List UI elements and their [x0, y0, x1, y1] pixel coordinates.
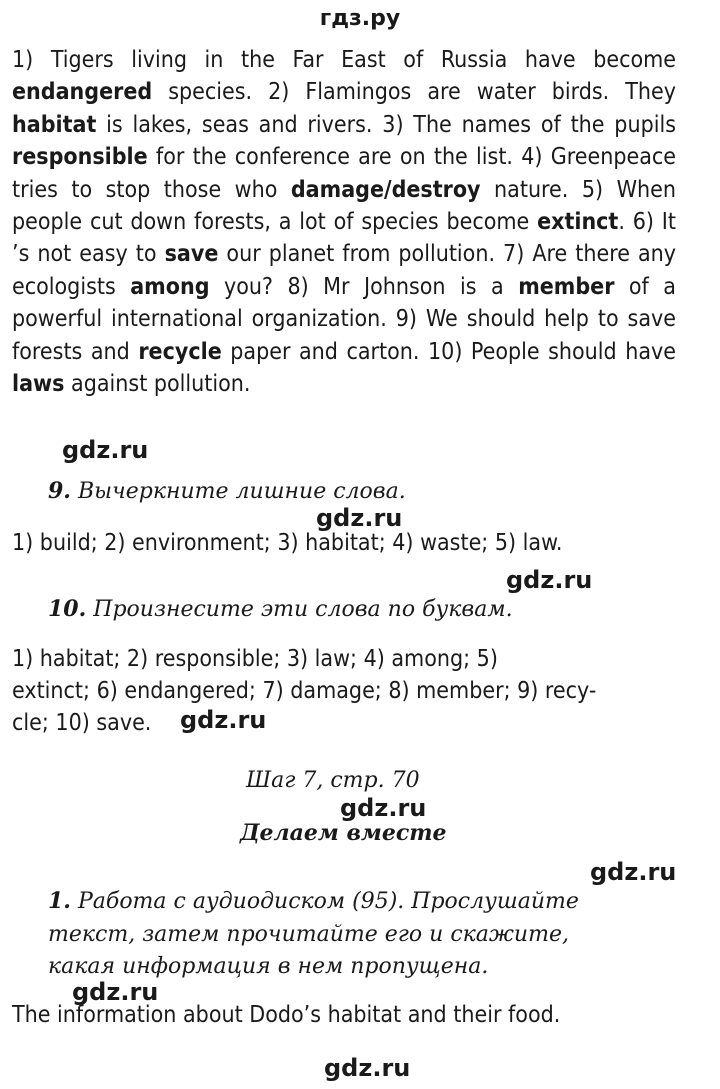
- task-9-answer: 1) build; 2) environment; 3) habitat; 4) waste; 5) law.: [12, 530, 563, 556]
- sentence-text: paper and carton. 10) People should have: [221, 338, 676, 365]
- exercise-8-answer: [12, 44, 676, 400]
- task-9-instruction: Вычеркните лишние слова.: [77, 479, 406, 504]
- task-1-instruction-line: текст, затем прочитайте его и скажите,: [48, 922, 569, 947]
- watermark: gdz.ru: [590, 858, 677, 886]
- sentence-text: species. 2) Flamingos are water birds. They: [152, 79, 676, 106]
- sentence-text: nature. 5) When people cut down forests, a lot of species become: [12, 176, 676, 236]
- watermark: gdz.ru: [324, 1054, 411, 1082]
- sentence-text: our planet from pollution. 7) Are there any ecologists: [12, 241, 677, 300]
- sentence-text: for the conference are on the list. 4) Greenpeace tries to stop those who: [12, 144, 676, 203]
- site-header: гдз.ру: [319, 6, 401, 31]
- vocabulary-word: laws: [12, 371, 65, 398]
- watermark: gdz.ru: [72, 978, 159, 1006]
- task-9-number: 9.: [48, 478, 71, 504]
- vocabulary-word: habitat: [12, 111, 97, 138]
- vocabulary-word: extinct: [537, 209, 619, 236]
- task-10-heading: [48, 596, 513, 622]
- sentence-text: of a powerful international organization. 9) We should help to save forests and: [12, 273, 676, 365]
- task-1-number: 1.: [48, 888, 71, 914]
- task-10-instruction: Произнесите эти слова по буквам.: [93, 597, 513, 622]
- sentence-text: you? 8) Mr Johnson is a: [209, 273, 519, 300]
- watermark: gdz.ru: [340, 794, 427, 822]
- task-10-answer-line: cle; 10) save.: [12, 710, 152, 736]
- watermark: gdz.ru: [506, 566, 593, 594]
- vocabulary-word: responsible: [12, 144, 148, 171]
- step-title: Шаг 7, стр. 70: [246, 768, 420, 793]
- vocabulary-word: save: [164, 241, 219, 268]
- vocabulary-word: endangered: [12, 79, 153, 106]
- sentence-text: against pollution.: [64, 371, 251, 398]
- task-10-answer-line: extinct; 6) endangered; 7) damage; 8) member; 9) recy-: [12, 678, 597, 704]
- sentence-text: is lakes, seas and rivers. 3) The names of the pupils: [96, 111, 676, 138]
- task-1-instruction-line: какая информация в нем пропущена.: [48, 954, 489, 979]
- vocabulary-word: member: [518, 273, 615, 300]
- task-1-answer: The information about Dodo’s habitat and their food.: [12, 1002, 561, 1028]
- vocabulary-word: recycle: [138, 338, 222, 365]
- task-9-heading: [48, 478, 406, 504]
- task-1-instruction: Работа с аудиодиском (95). Прослушайте: [77, 889, 579, 914]
- section-heading: Делаем вместе: [240, 820, 447, 846]
- task-10-answer-line: 1) habitat; 2) responsible; 3) law; 4) among; 5): [12, 646, 498, 672]
- sentence-text: 1) Tigers living in the Far East of Russia have become: [12, 47, 676, 73]
- sentence-text: . 6) It ’s not easy to: [12, 209, 676, 268]
- watermark: gdz.ru: [316, 504, 403, 532]
- vocabulary-word: damage/destroy: [290, 176, 481, 203]
- watermark: gdz.ru: [180, 706, 267, 734]
- task-10-number: 10.: [48, 596, 87, 622]
- task-1-heading: [48, 888, 579, 914]
- vocabulary-word: among: [130, 273, 210, 300]
- watermark: gdz.ru: [62, 436, 149, 464]
